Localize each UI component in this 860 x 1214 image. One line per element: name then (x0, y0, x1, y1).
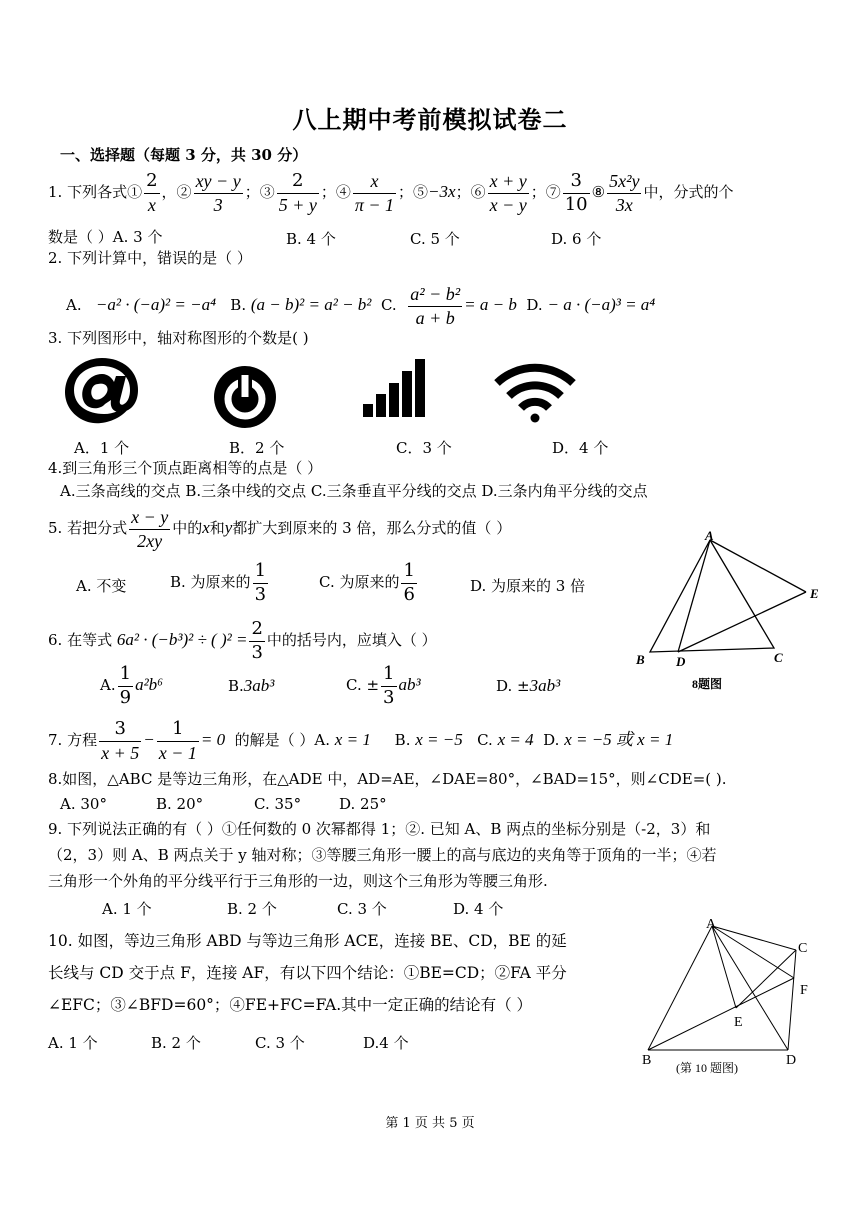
fig10-label-a: A (706, 917, 717, 932)
q3-option-d: D．4 个 (552, 439, 609, 457)
question-1: 1. 下列各式① $\frac{2}{x}$ ，② $\frac{xy - y}{3}$ ；③ $\frac{2}{5 + y}$ ；④ $\frac{x}{\pi - 1}$ ；⑤−3x；⑥ $\frac{x + y}{x - y}$ ；⑦ $\frac{3}{10}$ ⑧ $\frac{\text{5x²y}}{3x}$ 中，分式的个 (48, 170, 734, 215)
signal-bars-icon (362, 358, 428, 418)
fig8-caption: 8题图 (692, 677, 723, 691)
question-4: 4.到三角形三个顶点距离相等的点是（ ） (48, 459, 323, 477)
q1-option-c: C. 5 个 (410, 230, 460, 248)
question-9-line-2: （2，3）则 A、B 两点关于 y 轴对称；③等腰三角形一腰上的高与底边的夹角等于顶角的一半；④若 (48, 846, 717, 864)
q9-option-c: C. 3 个 (337, 900, 387, 918)
page-title: 八上期中考前模拟试卷二 (292, 105, 568, 134)
q1-option-b: B. 4 个 (286, 230, 336, 248)
question-2-options: A. −a² · (−a)² = −a⁴ B. (a − b)² = a² − b² C. $\frac{\text{a² − b²}}{a + b}$ = a − b D. − a · (−a)³ = a⁴ (66, 284, 656, 328)
q8-option-b: B. 20° (156, 795, 204, 813)
q8-option-a: A. 30° (60, 795, 107, 813)
q5-option-a: A. 不变 (76, 577, 127, 595)
page-footer: 第 1 页 共 5 页 (385, 1116, 475, 1131)
q6-option-b: B.3ab³ (228, 676, 275, 695)
q5-option-d: D. 为原来的 3 倍 (470, 577, 586, 595)
q10-option-c: C. 3 个 (255, 1034, 305, 1052)
question-5: 5. 若把分式 $\frac{x - y}{2xy}$ 中的x和y都扩大到原来的 3 倍，那么分式的值（ ） (48, 507, 512, 551)
fig10-label-b: B (642, 1053, 652, 1068)
q6-option-d: D. ±3ab³ (496, 676, 561, 695)
question-9-line-3: 三角形一个外角的平分线平行于三角形的一边，则这个三角形为等腰三角形. (48, 872, 548, 890)
figure-q8 (630, 528, 830, 698)
fig8-label-c: C (774, 650, 783, 665)
q1-option-d: D. 6 个 (551, 230, 602, 248)
question-3: 3. 下列图形中，轴对称图形的个数是( ) (48, 329, 309, 347)
q10-option-a: A. 1 个 (48, 1034, 98, 1052)
at-sign-icon (58, 356, 142, 428)
q10-option-b: B. 2 个 (151, 1034, 201, 1052)
q6-option-a: A. $\frac{1}{9}$ a²b⁶ (100, 663, 164, 708)
question-10-line-1: 10. 如图，等边三角形 ABD 与等边三角形 ACE，连接 BE、CD，BE 的延 (48, 932, 567, 950)
q8-option-d: D. 25° (339, 795, 387, 813)
question-10-line-2: 长线与 CD 交于点 F，连接 AF，有以下四个结论：①BE=CD；②FA 平分 (48, 964, 567, 982)
q9-option-d: D. 4 个 (453, 900, 504, 918)
question-1-options: 数是（ ）A. 3 个 (48, 228, 163, 246)
q8-option-c: C. 35° (254, 795, 302, 813)
q3-option-a: A．1 个 (74, 439, 130, 457)
question-7: 7. 方程 $\frac{3}{x + 5}$ − $\frac{1}{x - 1}$ = 0 的解是（ ）A. x = 1 B. x = −5 C. x = 4 D. x = −5 或 x = 1 (48, 718, 674, 763)
question-6: 6. 在等式 6a² · (−b³)² ÷ ( )² = $\frac{2}{3}$ 中的括号内，应填入（ ） (48, 618, 437, 663)
question-8: 8.如图，△ABC 是等边三角形，在△ADE 中，AD=AE，∠DAE=80°，∠BAD=15°，则∠CDE=( ). (48, 770, 727, 788)
q9-option-b: B. 2 个 (227, 900, 277, 918)
q10-option-d: D.4 个 (363, 1034, 409, 1052)
figure-q10 (636, 914, 820, 1086)
fig10-label-d: D (786, 1053, 797, 1068)
q5-option-c: C. 为原来的 $\frac{1}{6}$ (319, 560, 415, 605)
question-2: 2. 下列计算中，错误的是（ ） (48, 249, 252, 267)
fig10-label-c: C (798, 941, 808, 956)
question-10-line-3: ∠EFC；③∠BFD=60°；④FE+FC=FA.其中一定正确的结论有（ ） (48, 996, 533, 1014)
fig10-label-e: E (734, 1015, 743, 1030)
fig8-label-e: E (810, 586, 819, 601)
wifi-icon (492, 363, 578, 423)
q9-option-a: A. 1 个 (102, 900, 152, 918)
q3-option-c: C．3 个 (396, 439, 452, 457)
question-4-options: A.三条高线的交点 B.三条中线的交点 C.三条垂直平分线的交点 D.三条内角平分线的交点 (60, 482, 648, 500)
fig8-label-b: B (636, 652, 645, 667)
q6-option-c: C. ± $\frac{1}{3}$ ab³ (346, 663, 421, 708)
power-button-icon (212, 364, 278, 430)
fig10-label-f: F (800, 983, 808, 998)
q5-option-b: B. 为原来的 $\frac{1}{3}$ (170, 560, 267, 605)
fig10-caption: (第 10 题图) (676, 1061, 738, 1075)
fig8-label-d: D (676, 654, 686, 669)
q3-option-b: B．2 个 (229, 439, 285, 457)
question-9-line-1: 9. 下列说法正确的有（ ）①任何数的 0 次幂都得 1；②. 已知 A、B 两点的坐标分别是（-2，3）和 (48, 820, 711, 838)
fig8-label-a: A (705, 528, 714, 543)
section-heading: 一、选择题（每题 3 分，共 30 分） (60, 146, 308, 164)
